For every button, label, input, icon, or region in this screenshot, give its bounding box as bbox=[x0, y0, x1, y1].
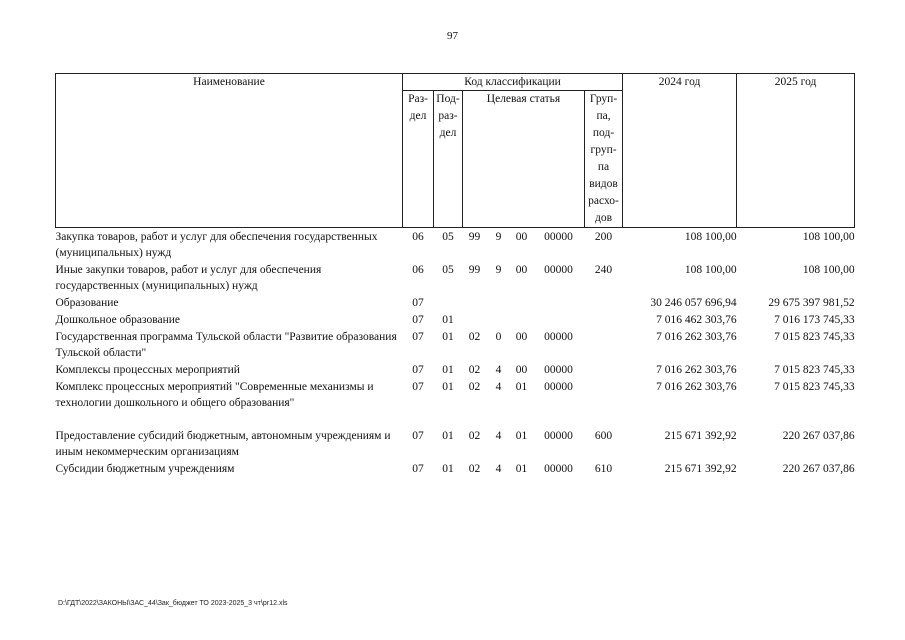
row-cs1 bbox=[463, 294, 487, 311]
row-cs3: 00 bbox=[515, 231, 528, 243]
row-razdel: 07 bbox=[412, 314, 424, 326]
row-2024: 7 016 262 303,76 bbox=[656, 364, 737, 376]
row-cs3 bbox=[511, 311, 533, 328]
row-name: Образование bbox=[55, 297, 119, 309]
page-number: 97 bbox=[447, 30, 458, 42]
table-row bbox=[56, 361, 855, 378]
row-cs2: 4 bbox=[495, 430, 502, 442]
row-group bbox=[585, 311, 623, 328]
row-cs4 bbox=[533, 311, 585, 328]
row-podrazdel: 01 bbox=[442, 381, 454, 393]
row-name: Дошкольное образование bbox=[55, 314, 181, 326]
row-group bbox=[585, 294, 623, 311]
row-cs2: 9 bbox=[495, 264, 502, 276]
table-row bbox=[56, 378, 855, 411]
row-cs2: 0 bbox=[495, 331, 502, 343]
row-cs4: 00000 bbox=[544, 381, 573, 393]
table-row bbox=[56, 294, 855, 311]
row-2025: 220 267 037,86 bbox=[782, 463, 855, 475]
row-2025: 7 015 823 745,33 bbox=[774, 381, 855, 393]
row-cs4 bbox=[533, 294, 585, 311]
row-cs4: 00000 bbox=[544, 463, 573, 475]
row-name: Государственная программа Тульской области "Развитие образования Тульской области" bbox=[55, 331, 397, 359]
row-2025: 7 016 173 745,33 bbox=[774, 314, 855, 326]
header-group: Груп- па, под- груп- па видов расхо- дов bbox=[585, 91, 623, 228]
row-podrazdel: 01 bbox=[442, 463, 454, 475]
table-row bbox=[56, 328, 855, 361]
table-row bbox=[56, 311, 855, 328]
row-cs1: 99 bbox=[468, 264, 481, 276]
footer-file-path: D:\ГДТ\2022\ЗАКОНЫ\ЗАС_44\Зак_бюджет ТО 2023-2025_3 чт\рг12.xls bbox=[58, 600, 288, 607]
row-razdel: 06 bbox=[412, 231, 424, 243]
row-name: Закупка товаров, работ и услуг для обеспечения государственных (муниципальных) нужд bbox=[55, 231, 378, 259]
header-code: Код классификации bbox=[403, 74, 623, 91]
row-2024: 108 100,00 bbox=[684, 264, 737, 276]
row-cs2: 4 bbox=[495, 364, 502, 376]
row-2025: 29 675 397 981,52 bbox=[768, 297, 855, 309]
header-target: Целевая статья bbox=[463, 91, 585, 228]
row-2024: 7 016 262 303,76 bbox=[656, 381, 737, 393]
table-row bbox=[56, 228, 855, 262]
row-cs1: 02 bbox=[468, 381, 481, 393]
row-name: Предоставление субсидий бюджетным, автономным учреждениям и иным некоммерческим организациям bbox=[55, 430, 391, 458]
row-2024: 7 016 462 303,76 bbox=[656, 314, 737, 326]
row-group bbox=[585, 378, 623, 411]
row-podrazdel: 05 bbox=[442, 264, 454, 276]
row-2024: 215 671 392,92 bbox=[664, 463, 737, 475]
row-2025: 7 015 823 745,33 bbox=[774, 331, 855, 343]
table-row bbox=[56, 261, 855, 294]
row-group: 200 bbox=[594, 231, 613, 243]
row-cs2: 4 bbox=[495, 381, 502, 393]
budget-table bbox=[55, 73, 855, 477]
row-cs1: 02 bbox=[468, 364, 481, 376]
row-cs4: 00000 bbox=[544, 231, 573, 243]
row-cs1: 02 bbox=[468, 430, 481, 442]
row-2025: 220 267 037,86 bbox=[782, 430, 855, 442]
row-podrazdel: 01 bbox=[442, 430, 454, 442]
row-group: 240 bbox=[594, 264, 613, 276]
row-cs1: 02 bbox=[468, 331, 481, 343]
row-cs3: 01 bbox=[515, 463, 528, 475]
row-cs2: 4 bbox=[495, 463, 502, 475]
row-name: Комплексы процессных мероприятий bbox=[55, 364, 240, 376]
row-razdel: 07 bbox=[412, 331, 424, 343]
row-2025: 7 015 823 745,33 bbox=[774, 364, 855, 376]
row-razdel: 06 bbox=[412, 264, 424, 276]
row-cs2 bbox=[487, 311, 511, 328]
row-cs1: 02 bbox=[468, 463, 481, 475]
row-cs3: 00 bbox=[515, 331, 528, 343]
header-subsection: Под- раз- дел bbox=[434, 91, 463, 228]
row-razdel: 07 bbox=[412, 463, 424, 475]
row-2024: 30 246 057 696,94 bbox=[650, 297, 737, 309]
header-section: Раз- дел bbox=[403, 91, 434, 228]
row-cs4: 00000 bbox=[544, 364, 573, 376]
row-spacer bbox=[56, 411, 855, 427]
row-cs1 bbox=[463, 311, 487, 328]
row-podrazdel: 01 bbox=[442, 331, 454, 343]
row-cs2 bbox=[487, 294, 511, 311]
row-group bbox=[585, 361, 623, 378]
table-row bbox=[56, 427, 855, 460]
row-podrazdel: 05 bbox=[442, 231, 454, 243]
row-razdel: 07 bbox=[412, 430, 424, 442]
row-cs2: 9 bbox=[495, 231, 502, 243]
row-name: Субсидии бюджетным учреждениям bbox=[55, 463, 235, 475]
row-2024: 108 100,00 bbox=[684, 231, 737, 243]
row-cs3: 01 bbox=[515, 381, 528, 393]
header-year-2024: 2024 год bbox=[623, 74, 737, 228]
row-cs4: 00000 bbox=[544, 264, 573, 276]
row-razdel: 07 bbox=[412, 297, 424, 309]
row-name: Комплекс процессных мероприятий "Современные механизмы и технологии дошкольного и общего образования" bbox=[55, 381, 374, 409]
row-cs4: 00000 bbox=[544, 430, 573, 442]
table-row bbox=[56, 460, 855, 477]
row-cs4: 00000 bbox=[544, 331, 573, 343]
row-2025: 108 100,00 bbox=[802, 264, 855, 276]
row-cs3 bbox=[511, 294, 533, 311]
row-cs3: 00 bbox=[515, 364, 528, 376]
row-razdel: 07 bbox=[412, 364, 424, 376]
row-podrazdel: 01 bbox=[442, 314, 454, 326]
row-2024: 215 671 392,92 bbox=[664, 430, 737, 442]
row-2025: 108 100,00 bbox=[802, 231, 855, 243]
row-group: 600 bbox=[594, 430, 613, 442]
header-name: Наименование bbox=[56, 74, 403, 228]
row-cs1: 99 bbox=[468, 231, 481, 243]
row-podrazdel bbox=[434, 294, 463, 311]
header-year-2025: 2025 год bbox=[737, 74, 855, 228]
row-razdel: 07 bbox=[412, 381, 424, 393]
row-cs3: 00 bbox=[515, 264, 528, 276]
row-group bbox=[585, 328, 623, 361]
row-2024: 7 016 262 303,76 bbox=[656, 331, 737, 343]
row-name: Иные закупки товаров, работ и услуг для обеспечения государственных (муниципальных) нужд bbox=[55, 264, 322, 292]
row-group: 610 bbox=[594, 463, 613, 475]
row-cs3: 01 bbox=[515, 430, 528, 442]
row-podrazdel: 01 bbox=[442, 364, 454, 376]
